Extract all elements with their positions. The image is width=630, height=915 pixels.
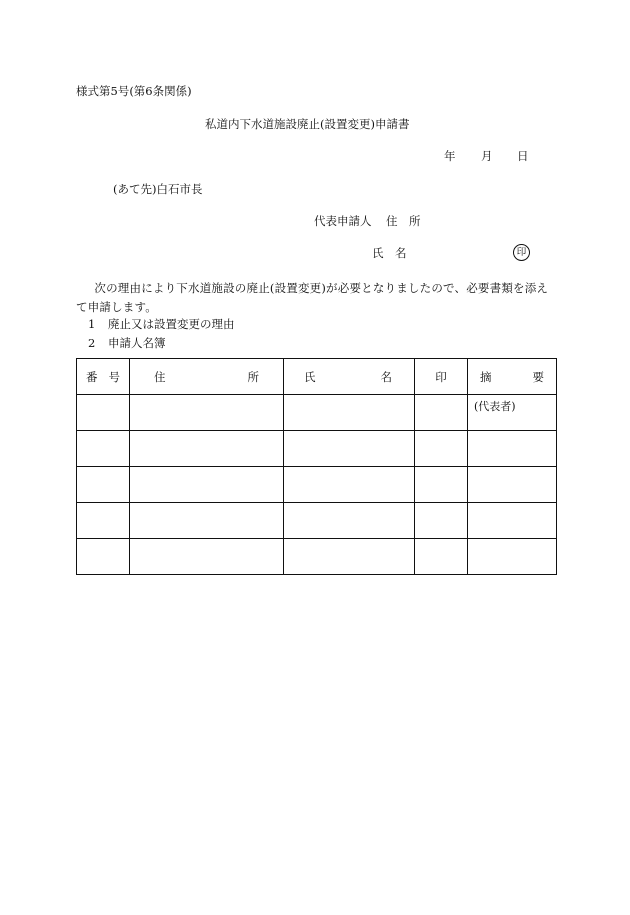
- date-month-label: 月: [481, 149, 493, 163]
- representative-label: 代表申請人: [314, 214, 372, 228]
- header-seal: 印: [415, 359, 468, 395]
- header-address: 住 所: [130, 359, 284, 395]
- list-item: [88, 338, 166, 350]
- cell-seal[interactable]: [415, 431, 468, 467]
- cell-name[interactable]: [284, 467, 415, 503]
- cell-address[interactable]: [130, 431, 284, 467]
- cell-seal[interactable]: [415, 395, 468, 431]
- cell-number[interactable]: [77, 431, 130, 467]
- header-remarks: 摘 要: [468, 359, 557, 395]
- name-label: 氏 名: [372, 246, 407, 260]
- header-name: 氏 名: [284, 359, 415, 395]
- representative-note: (代表者): [474, 400, 516, 413]
- cell-number[interactable]: [77, 539, 130, 575]
- cell-address[interactable]: [130, 539, 284, 575]
- cell-seal[interactable]: [415, 467, 468, 503]
- cell-name[interactable]: [284, 503, 415, 539]
- cell-address[interactable]: [130, 467, 284, 503]
- cell-number[interactable]: [77, 395, 130, 431]
- list-item-text: 廃止又は設置変更の理由: [108, 317, 235, 331]
- cell-remarks[interactable]: [468, 503, 557, 539]
- addressee: (あて先)白石市長: [113, 182, 203, 196]
- list-item: [88, 319, 235, 331]
- table-row: [77, 467, 557, 503]
- cell-name[interactable]: [284, 395, 415, 431]
- cell-address[interactable]: [130, 395, 284, 431]
- cell-number[interactable]: [77, 467, 130, 503]
- cell-name[interactable]: [284, 431, 415, 467]
- cell-remarks[interactable]: [468, 431, 557, 467]
- table-header-row: [77, 359, 557, 395]
- cell-remarks[interactable]: [468, 539, 557, 575]
- seal-mark-icon: 印: [513, 244, 530, 261]
- body-text: 次の理由により下水道施設の廃止(設置変更)が必要となりましたので、必要書類を添えて申請します。: [76, 281, 549, 314]
- list-item-number: 2: [88, 336, 96, 350]
- cell-name[interactable]: [284, 539, 415, 575]
- date-year-label: 年: [444, 149, 456, 163]
- cell-number[interactable]: [77, 503, 130, 539]
- table-row: [77, 539, 557, 575]
- table-row: [77, 503, 557, 539]
- list-item-text: 申請人名簿: [108, 336, 166, 350]
- cell-address[interactable]: [130, 503, 284, 539]
- address-label: 住 所: [386, 214, 421, 228]
- document-title: 私道内下水道施設廃止(設置変更)申請書: [205, 117, 410, 131]
- date-day-label: 日: [517, 149, 529, 163]
- table-row: [77, 395, 557, 431]
- form-number: 様式第5号(第6条関係): [76, 84, 192, 98]
- cell-remarks[interactable]: [468, 467, 557, 503]
- list-item-number: 1: [88, 317, 96, 331]
- header-number: 番 号: [77, 359, 130, 395]
- cell-remarks[interactable]: [468, 395, 557, 431]
- cell-seal[interactable]: [415, 539, 468, 575]
- table-row: [77, 431, 557, 467]
- cell-seal[interactable]: [415, 503, 468, 539]
- applicant-table: [76, 358, 557, 575]
